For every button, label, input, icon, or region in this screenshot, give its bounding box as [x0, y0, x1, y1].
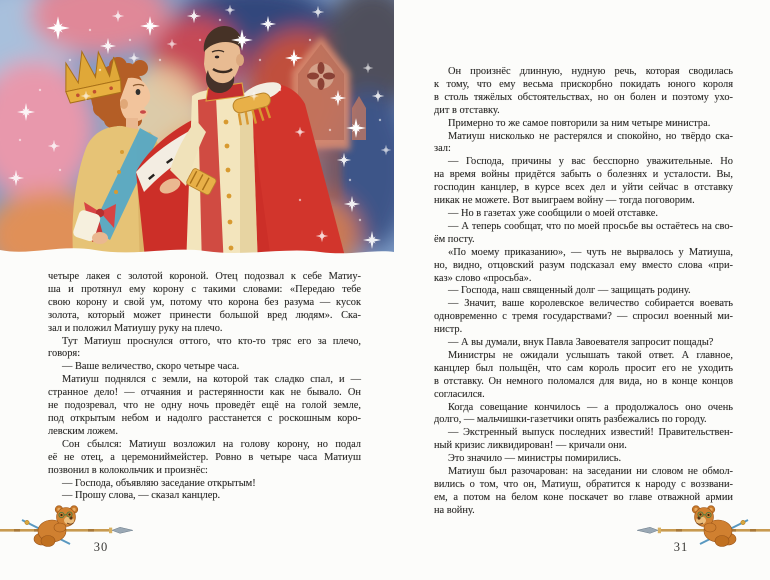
text-line: золота, который может принести большой вред людям». Ска-	[48, 309, 361, 321]
text-line: странное дело! — отчаяния и растерянности как не бывало. Он	[48, 387, 361, 399]
book-illustration	[0, 0, 394, 270]
text-line: ём посту.	[434, 233, 475, 245]
text-line: к тому, что ему весьма прискорбно покидать юного короля	[434, 78, 733, 90]
text-line: ный кризис ликвидирован! — кричали они.	[434, 440, 627, 452]
text-line: зал:	[434, 143, 451, 155]
text-line: в столь тяжёлых обстоятельствах, но он болен и поэтому ухо-	[434, 91, 733, 103]
text-line: вились о том, что он, Матиуш, обратится к народу с воззвани-	[434, 479, 733, 490]
text-line: — Господа, причины у вас бесспорно уважительные. Но	[448, 156, 733, 168]
page-number-right: 31	[673, 540, 689, 554]
text-line: — Ваше величество, скоро четыре часа.	[62, 361, 240, 373]
text-line: не подозревал, что не одну ночь проведёт ещё на голой земле,	[48, 400, 361, 412]
text-line: Примерно то же самое повторили за ним четыре министра.	[448, 117, 711, 129]
text-line: — Господа, объявляю заседание открытым!	[62, 477, 256, 489]
text-line: говоря:	[48, 348, 81, 360]
text-line: — Экстренный выпуск последних известий! Правительствен-	[448, 427, 733, 439]
text-line: нистр.	[434, 324, 463, 336]
text-line: четыре лакея с золотой короной. Отец подозвал к себе Матиу-	[48, 271, 361, 282]
text-line: на войну.	[434, 504, 475, 516]
text-line: — А вы думали, внук Павла Завоевателя запросит пощады?	[448, 337, 714, 349]
text-line: одновременно с тремя государствами? — спросил военный ми-	[434, 311, 733, 323]
text-line: — А теперь сообщат, что по моей просьбе вы остаётесь на сво-	[448, 220, 733, 232]
page-number-left: 30	[93, 540, 109, 554]
text-line: канцлер был польщён, что сам король просит его не уходить	[434, 362, 733, 374]
text-line: ша и протянул ему корону с такими словами: «Передаю тебе	[48, 283, 361, 295]
text-line: её не отец, а церемониймейстер. Ровно в четыре часа Матиуш	[48, 451, 361, 463]
text-line: каз» слово «просьба».	[434, 272, 532, 284]
text-line: в отставку. Он немного поломался для вида, но в конце концов	[434, 375, 733, 387]
text-line: Сон сбылся: Матиуш возложил на голову корону, но подал	[62, 438, 361, 450]
text-line: «По моему приказанию», — чуть не вырвалось у Матиуша,	[448, 246, 733, 258]
text-line: Матиуш поднялся с земли, на которой так сладко спал, и —	[62, 374, 361, 386]
text-line: Тут Матиуш проснулся оттого, что кто-то тряс его за плечо,	[62, 335, 361, 347]
page-right-text	[434, 66, 733, 518]
text-line: под открытым небом и надолго расстанется с роскошным коро-	[48, 412, 361, 424]
text-line: Матиуш был разочарован: на заседании ни словом не обмол-	[448, 466, 733, 478]
text-line: на время войны придётся забыть о болезнях и усталости. Вы,	[434, 169, 733, 181]
text-line: ем, а потом на белом коне поскачет во главе отважной армии	[434, 491, 733, 503]
text-line: — Но в газетах уже сообщили о моей отставке.	[448, 207, 658, 219]
text-line: господин канцлер, в курсе всех дел и уйти сейчас в отставку	[434, 182, 733, 194]
text-line: Это значило — министры помирились.	[448, 453, 622, 465]
text-line: Когда совещание кончилось — а продолжалось оно очень	[448, 401, 733, 413]
spear-tip-icon	[112, 527, 133, 533]
text-line: но, видно, отцовский разум подсказал ему вместо слова «при-	[434, 259, 733, 271]
text-line: Матиуш нисколько не растерялся и спокойно, но твёрдо ска-	[448, 130, 733, 142]
text-line: согласился.	[434, 388, 485, 400]
text-line: — Прошу слова, — сказал канцлер.	[62, 490, 221, 502]
text-line: Он произнёс длинную, нудную речь, которая сводилась	[448, 66, 733, 77]
text-line: левским ложем.	[48, 425, 118, 437]
text-line: зал и положил Матиушу руку на плечо.	[48, 322, 223, 334]
text-line: никак не можете. Вот выиграем войну — тогда поговорим.	[434, 195, 695, 207]
teddy-bear-lance-ornament-right	[635, 503, 770, 548]
text-line: — Господа, наш священный долг — защищать родину.	[448, 285, 691, 297]
text-line: позвонил в колокольчик и произнёс:	[48, 464, 208, 476]
text-line: свою корону и свой ум, потому что корона без разума — кусок	[48, 296, 361, 308]
text-line: — Значит, ваше королевское величество собирается воевать	[448, 298, 733, 310]
teddy-bear-icon	[34, 506, 78, 547]
text-line: долго, — мальчишки-газетчики опять разбежались по городу.	[434, 414, 707, 426]
text-line: дит в отставку.	[434, 104, 500, 116]
text-line: Министры не ожидали услышать такой ответ. А главное,	[448, 349, 733, 361]
page-left-text	[48, 271, 361, 503]
